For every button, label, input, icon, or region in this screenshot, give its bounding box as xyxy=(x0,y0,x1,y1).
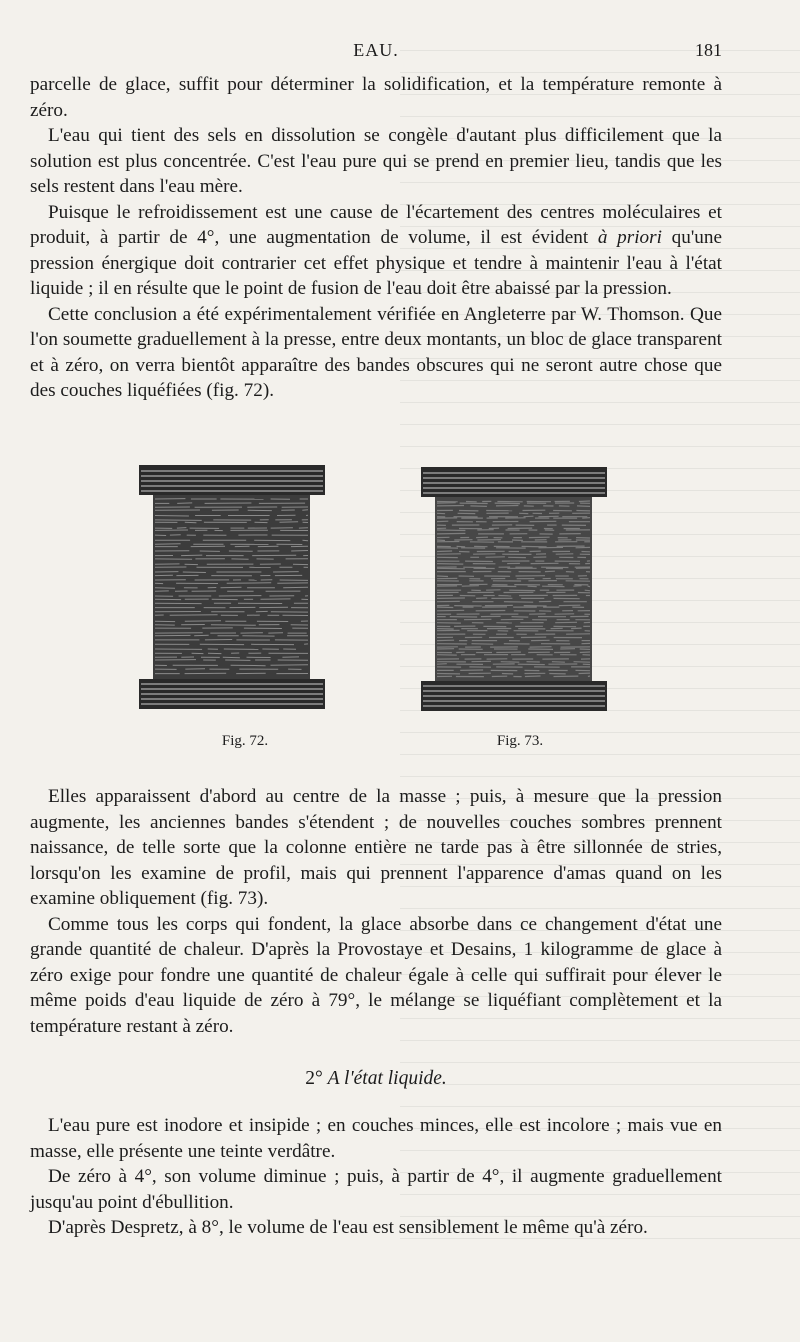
figure-73 xyxy=(420,466,610,716)
paragraph-sels: L'eau qui tient des sels en dissolution se congèle d'autant plus difficilement que la solution est plus concentrée. C'est l'eau pure qui se prend en premier lieu, tandis que les sels restent dans l'eau mère. xyxy=(30,125,722,197)
paragraph-inodore: L'eau pure est inodore et insipide ; en couches minces, elle est incolore ; mais vue en masse, elle présente une teinte verdâtre. xyxy=(30,1115,722,1162)
text-block-top xyxy=(30,72,722,404)
paragraph-chaleur: Comme tous les corps qui fondent, la glace absorbe dans ce changement d'état une grande quantité de chaleur. D'après la Provostaye et Desains, 1 kilogramme de glace à zéro exige pour fondre une quantité de chaleur égale à celle qui suffirait pour élever le même poids d'eau liquide de zéro à 79°, le mélange se liquéfiant complètement et la température restant à zéro. xyxy=(30,913,722,1037)
paragraph-bandes: Elles apparaissent d'abord au centre de la masse ; puis, à mesure que la pression augmente, les anciennes bandes s'étendent ; de nouvelles couches sombres prennent naissance, de telle sorte que la colonne entière ne tarde pas à être sillonnée de stries, lorsqu'on les examine de profil, mais qui prennent l'apparence d'amas quand on les examine obliquement (fig. 73). xyxy=(30,786,722,909)
paragraph-pression xyxy=(30,200,722,302)
paragraph-pression-start: Puisque le refroidissement est une cause de l'écartement des centres moléculaires et produit, à partir de 4°, une augmentation de volume, il est évident xyxy=(30,201,722,248)
running-title: EAU. xyxy=(353,40,399,60)
paragraph-volume: De zéro à 4°, son volume diminue ; puis, à partir de 4°, il augmente graduellement jusqu'au point d'ébullition. xyxy=(30,1166,722,1213)
text-block-middle xyxy=(30,784,722,1039)
figure-72 xyxy=(138,464,328,714)
section-heading xyxy=(30,1068,722,1090)
a-priori-italic: à priori xyxy=(597,227,662,248)
figure-73-drawing xyxy=(420,466,610,716)
paragraph-despretz: D'après Despretz, à 8°, le volume de l'eau est sensiblement le même qu'à zéro. xyxy=(48,1217,648,1238)
text-block-bottom xyxy=(30,1113,722,1241)
paragraph-pression-end: qu'une pression énergique doit contrarier cet effet physique et tendre à maintenir l'eau à l'état liquide ; il en résulte que le point de fusion de l'eau doit être abaissé par la pression. xyxy=(30,227,722,299)
section-title: A l'état liquide. xyxy=(327,1068,447,1089)
page-number: 181 xyxy=(695,40,722,60)
paragraph-continuation: parcelle de glace, suffit pour déterminer la solidification, et la température remonte à zéro. xyxy=(30,74,722,121)
running-head xyxy=(30,40,722,64)
figure-72-drawing xyxy=(138,464,328,714)
paragraph-thomson: Cette conclusion a été expérimentalement vérifiée en Angleterre par W. Thomson. Que l'on soumette graduellement à la presse, entre deux montants, un bloc de glace transparent et à zéro, on verra bientôt apparaître des bandes obscures qui ne seront autre chose que des couches liquéfiées (fig. 72). xyxy=(30,303,722,401)
figure-72-caption: Fig. 72. xyxy=(221,733,269,749)
section-number: 2° xyxy=(305,1068,323,1089)
figures-area xyxy=(0,462,800,762)
figure-73-caption: Fig. 73. xyxy=(496,733,544,749)
